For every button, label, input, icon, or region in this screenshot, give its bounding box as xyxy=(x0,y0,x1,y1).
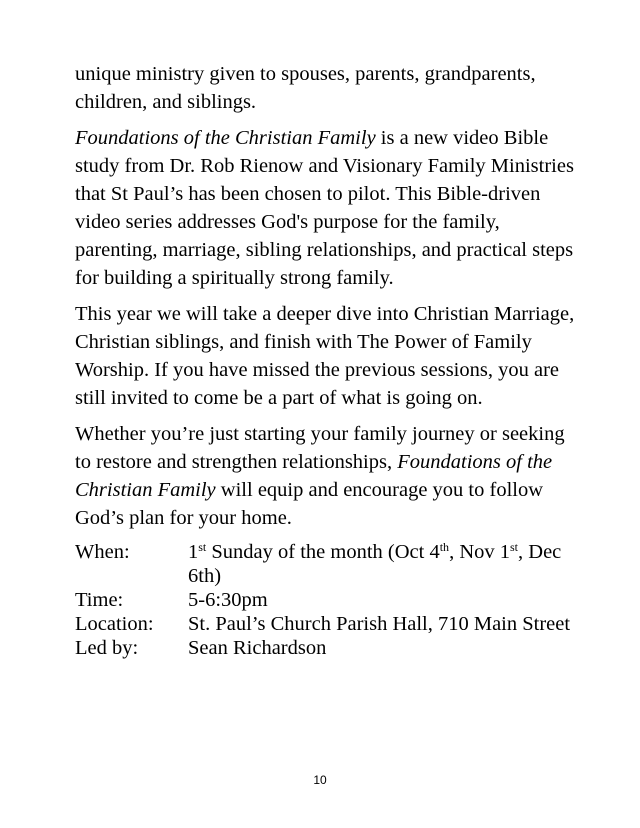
page-content xyxy=(75,60,575,660)
time-value: 5-6:30pm xyxy=(188,589,268,611)
whether-title: Foundations of the Christian Family xyxy=(75,451,553,501)
led-by-label: Led by: xyxy=(75,637,139,659)
when-part-4: , Dec 6th) xyxy=(188,541,562,587)
event-details xyxy=(75,540,575,660)
when-sup-1: st xyxy=(198,540,207,554)
whether-before: Whether you’re just starting your family journey or seeking to restore and strengthen relationships, xyxy=(75,423,565,473)
when-sup-2: th xyxy=(439,540,450,554)
foundations-text: is a new video Bible study from Dr. Rob Rienow and Visionary Family Ministries that St Paul’s has been chosen to pilot. This Bible-driven video series addresses God's purpose for the family, parenting, marriage, sibling relationships, and practical steps for building a spiritually strong family. xyxy=(75,127,574,289)
when-part-3: , Nov 1 xyxy=(449,541,510,563)
location-label: Location: xyxy=(75,613,154,635)
time-row xyxy=(75,588,575,612)
led-by-row xyxy=(75,636,575,660)
location-row xyxy=(75,612,575,636)
when-row xyxy=(75,540,575,588)
time-label: Time: xyxy=(75,589,124,611)
when-value xyxy=(188,540,575,588)
whether-paragraph xyxy=(75,420,575,532)
when-part-1: 1 xyxy=(188,541,199,563)
whether-after: will equip and encourage you to follow God’s plan for your home. xyxy=(75,479,544,529)
intro-paragraph: unique ministry given to spouses, parents, grandparents, children, and siblings. xyxy=(75,63,536,113)
this-year-paragraph: This year we will take a deeper dive into Christian Marriage, Christian siblings, and finish with The Power of Family Worship. If you have missed the previous sessions, you are still invited to come be a part of what is going on. xyxy=(75,303,575,409)
led-by-value: Sean Richardson xyxy=(188,637,327,659)
when-sup-3: st xyxy=(510,540,519,554)
location-value: St. Paul’s Church Parish Hall, 710 Main Street xyxy=(188,613,571,635)
foundations-title: Foundations of the Christian Family xyxy=(75,127,376,149)
when-part-2: Sunday of the month (Oct 4 xyxy=(206,541,440,563)
page-number: 10 xyxy=(313,773,327,787)
foundations-paragraph xyxy=(75,124,575,292)
when-label: When: xyxy=(75,541,130,563)
